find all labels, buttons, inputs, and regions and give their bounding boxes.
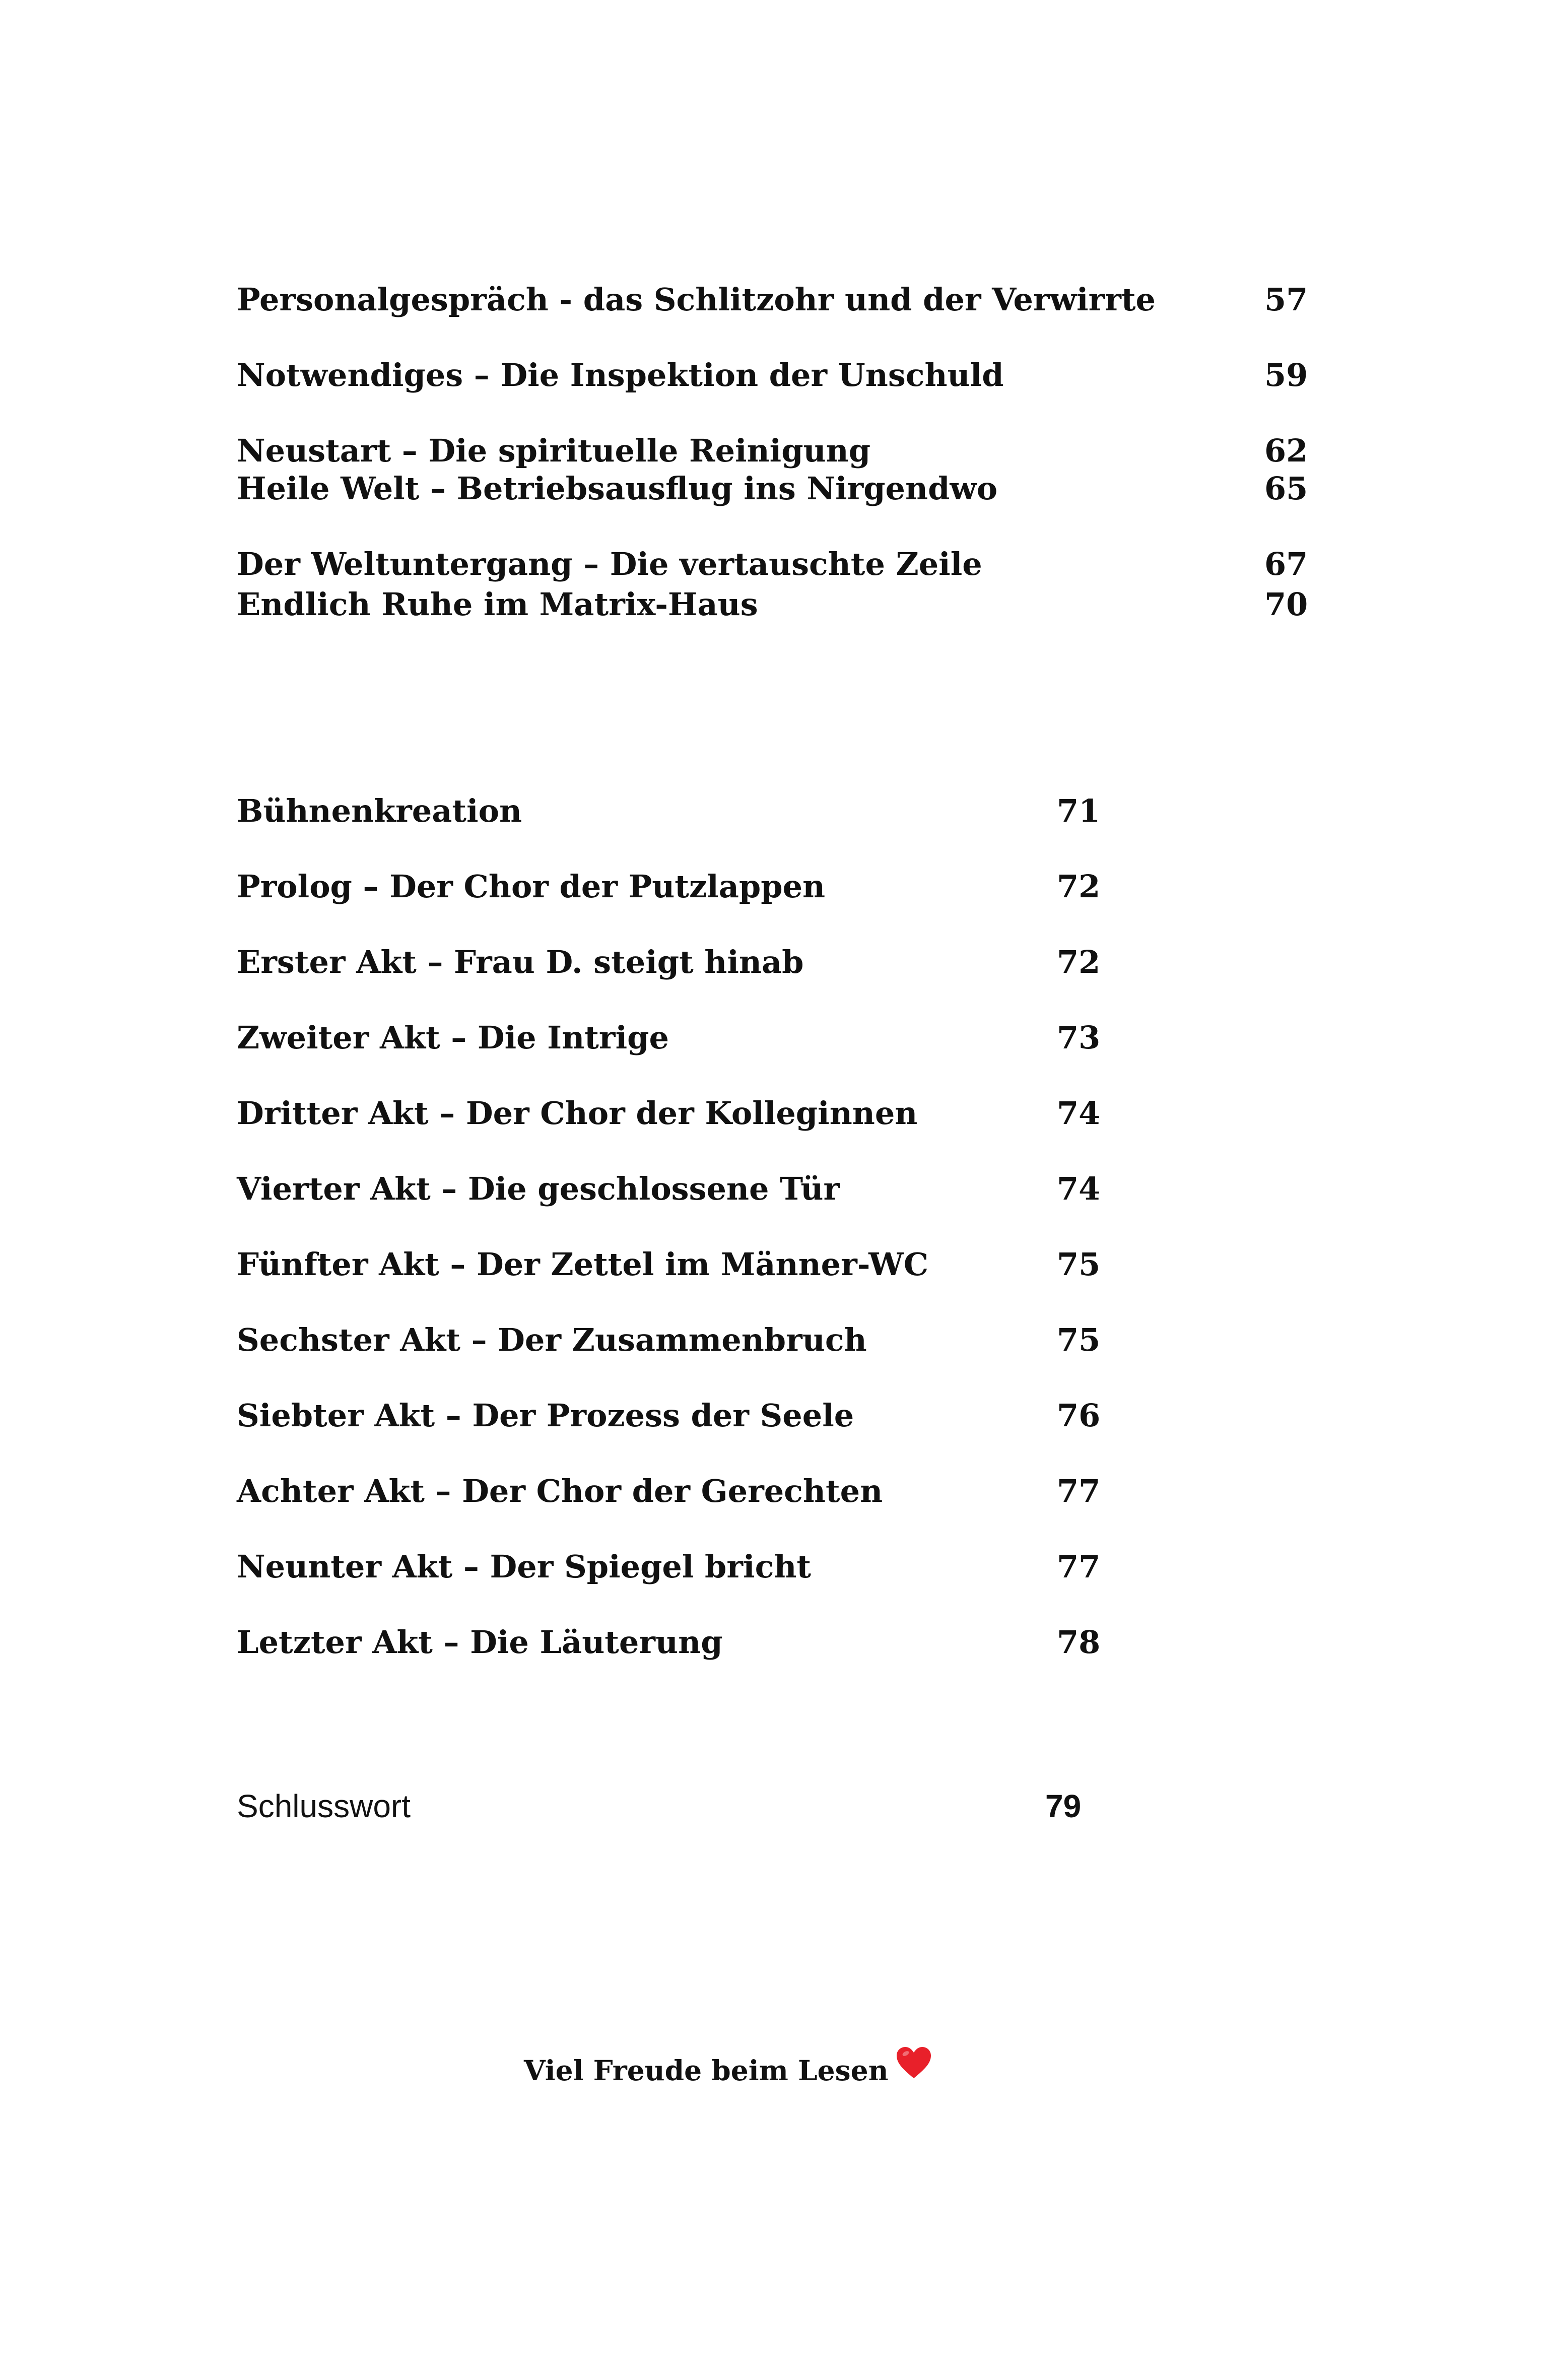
toc-entry-page: 73 <box>1057 1019 1101 1056</box>
toc-entry-title: Bühnenkreation <box>237 792 522 829</box>
toc-entry-title: Endlich Ruhe im Matrix-Haus <box>237 586 758 623</box>
toc-entry-page: 71 <box>1057 792 1101 829</box>
toc-entry-title: Vierter Akt – Die geschlossene Tür <box>237 1170 840 1207</box>
toc-entry-title: Zweiter Akt – Die Intrige <box>237 1019 669 1056</box>
toc-entry-title: Prolog – Der Chor der Putzlappen <box>237 868 826 905</box>
toc-entry-page: 67 <box>1264 546 1308 582</box>
toc-entry-page: 75 <box>1057 1321 1101 1358</box>
toc-entry-title: Neustart – Die spirituelle Reinigung <box>237 432 871 469</box>
toc-entry-page: 77 <box>1057 1473 1101 1509</box>
toc-entry-page: 79 <box>1045 1788 1082 1824</box>
toc-entry-page: 72 <box>1057 944 1101 980</box>
toc-entry-title: Heile Welt – Betriebsausflug ins Nirgendwo <box>237 470 998 507</box>
toc-entry-page: 74 <box>1057 1095 1101 1132</box>
toc-entry-title: Sechster Akt – Der Zusammenbruch <box>237 1321 867 1358</box>
toc-entry-title: Letzter Akt – Die Läuterung <box>237 1624 723 1661</box>
toc-entry-title: Notwendiges – Die Inspektion der Unschuld <box>237 357 1004 393</box>
toc-entry-page: 57 <box>1264 281 1308 318</box>
toc-entry-title: Erster Akt – Frau D. steigt hinab <box>237 944 804 980</box>
toc-entry-page: 62 <box>1264 432 1308 469</box>
toc-entry-title: Schlusswort <box>237 1788 411 1824</box>
toc-entry-title: Personalgespräch - das Schlitzohr und der Verwirrte <box>237 281 1156 318</box>
closing-text: Viel Freude beim Lesen <box>524 2054 889 2087</box>
toc-entry-page: 70 <box>1264 586 1308 623</box>
toc-entry-title: Dritter Akt – Der Chor der Kolleginnen <box>237 1095 918 1132</box>
toc-entry-page: 75 <box>1057 1246 1101 1283</box>
toc-entry-page: 72 <box>1057 868 1101 905</box>
toc-entry-page: 77 <box>1057 1548 1101 1585</box>
toc-entry-title: Der Weltuntergang – Die vertauschte Zeile <box>237 546 982 582</box>
toc-entry-page: 78 <box>1057 1624 1101 1661</box>
toc-entry-page: 76 <box>1057 1397 1101 1434</box>
toc-entry-title: Achter Akt – Der Chor der Gerechten <box>237 1473 883 1509</box>
toc-entry-title: Fünfter Akt – Der Zettel im Männer-WC <box>237 1246 929 1283</box>
closing-message <box>524 2048 932 2093</box>
red-heart-icon <box>896 2046 932 2092</box>
toc-entry-page: 65 <box>1264 470 1308 507</box>
toc-entry-page: 59 <box>1264 357 1308 393</box>
toc-entry-title: Siebter Akt – Der Prozess der Seele <box>237 1397 854 1434</box>
toc-entry-title: Neunter Akt – Der Spiegel bricht <box>237 1548 812 1585</box>
toc-entry-page: 74 <box>1057 1170 1101 1207</box>
